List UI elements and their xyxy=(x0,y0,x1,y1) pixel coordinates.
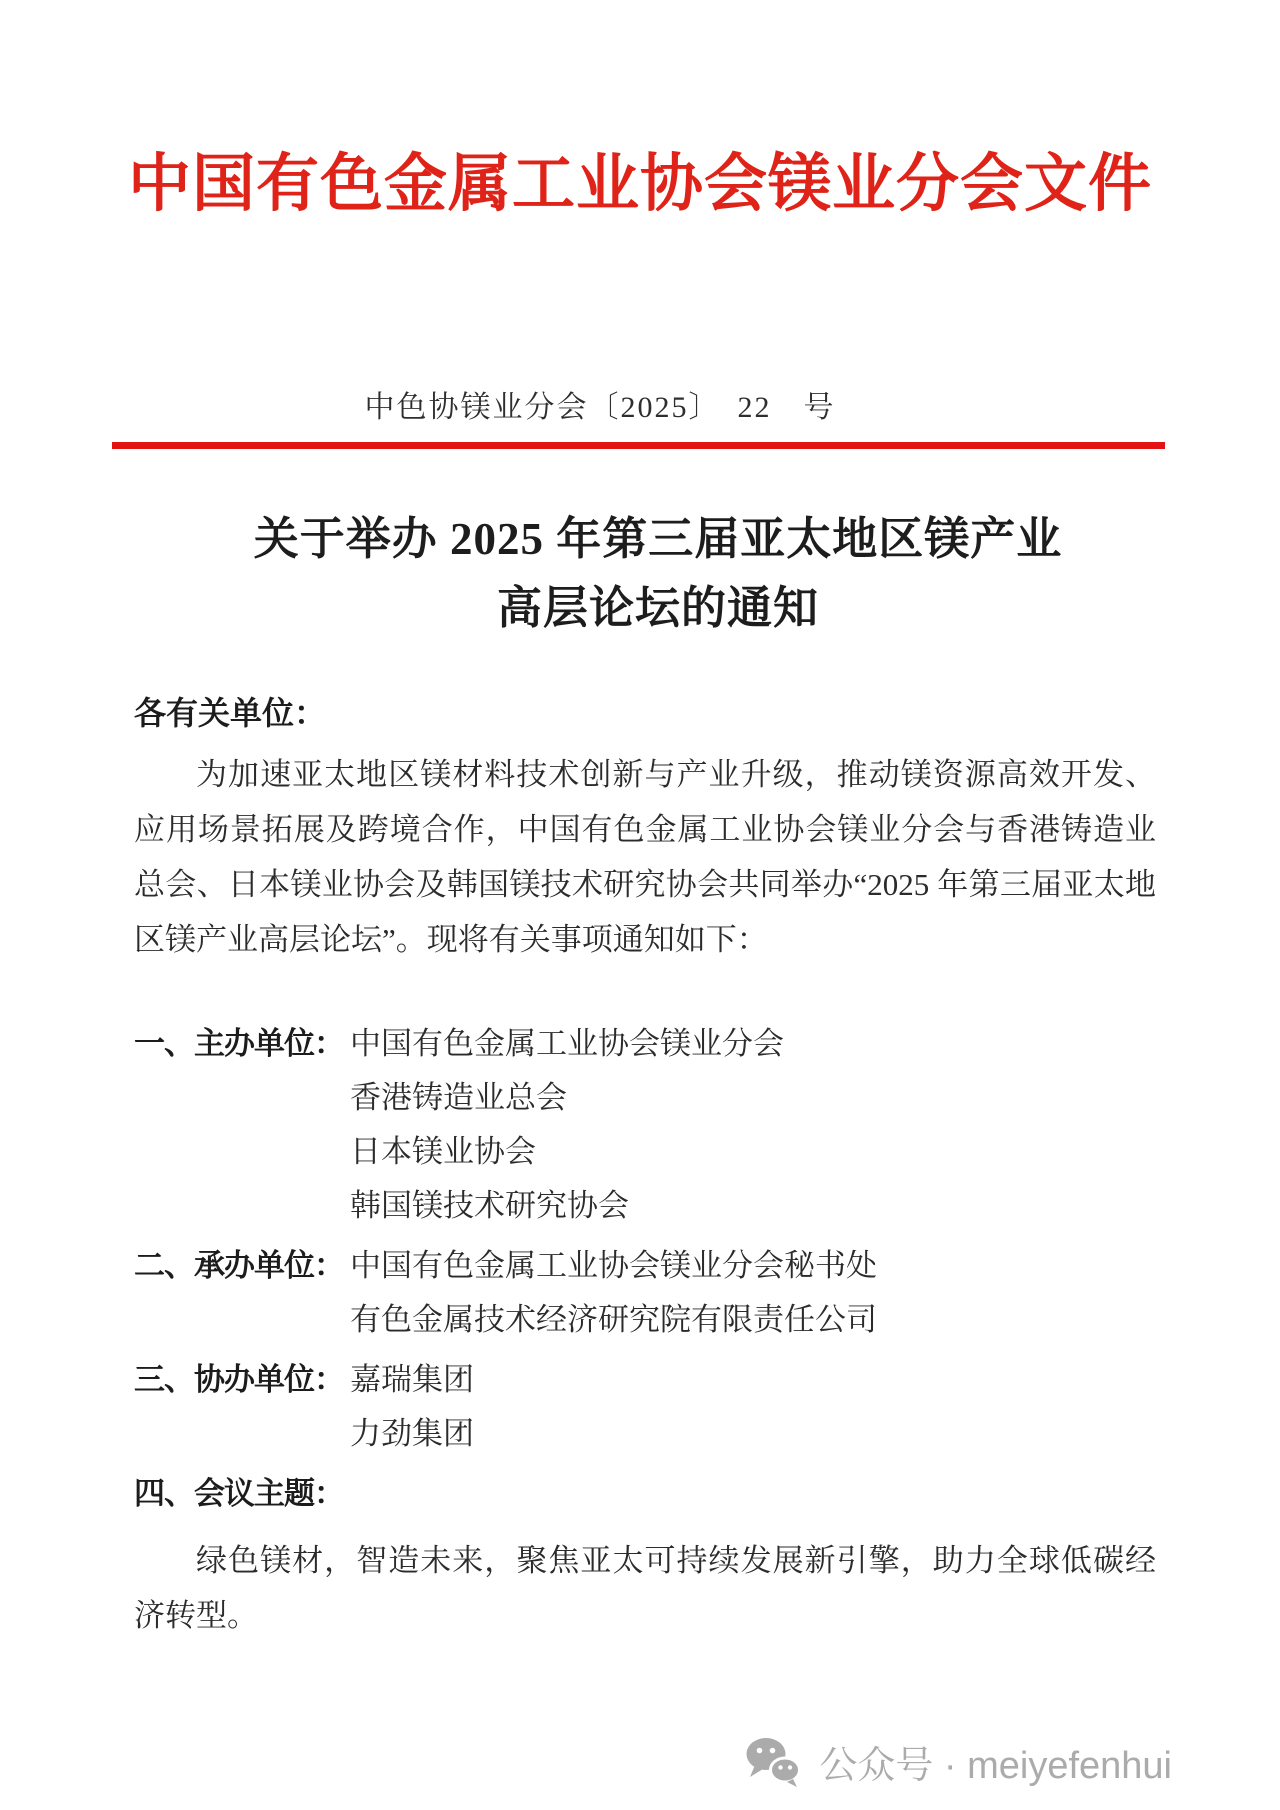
section-value: 力劲集团 xyxy=(350,1416,474,1451)
section-co-organizer-units xyxy=(134,1353,1280,1461)
section-label: 三、协办单位： xyxy=(134,1362,344,1397)
section-value: 日本镁业协会 xyxy=(350,1134,536,1169)
section-row xyxy=(134,1125,1280,1179)
section-label: 四、会议主题： xyxy=(134,1476,344,1511)
intro-paragraph: 为加速亚太地区镁材料技术创新与产业升级，推动镁资源高效开发、应用场景拓展及跨境合作，中国有色金属工业协会镁业分会与香港铸造业总会、日本镁业协会及韩国镁技术研究协会共同举办“2025 年第三届亚太地区镁产业高层论坛”。现将有关事项通知如下： xyxy=(134,757,1156,957)
section-value: 中国有色金属工业协会镁业分会 xyxy=(350,1026,784,1061)
section-label: 二、承办单位： xyxy=(134,1248,344,1283)
section-label: 一、主办单位： xyxy=(134,1026,344,1061)
sections-list xyxy=(134,1017,1280,1521)
section-row xyxy=(134,1071,1280,1125)
notice-title-line-1: 关于举办 2025 年第三届亚太地区镁产业 xyxy=(253,514,1063,564)
section-row xyxy=(134,1293,1280,1347)
watermark xyxy=(745,1734,1172,1789)
document-number: 中色协镁业分会〔2025〕 22 号 xyxy=(364,391,836,424)
section-row xyxy=(134,1179,1280,1233)
salutation: 各有关单位： xyxy=(134,695,327,731)
notice-title-line-2: 高层论坛的通知 xyxy=(496,583,819,633)
watermark-text: 公众号 · meiyefenhui xyxy=(819,1745,1172,1787)
section-row xyxy=(134,1407,1280,1461)
section-conference-theme xyxy=(134,1467,1280,1521)
theme-paragraph: 绿色镁材，智造未来，聚焦亚太可持续发展新引擎，助力全球低碳经济转型。 xyxy=(134,1543,1156,1633)
section-row xyxy=(134,1353,1280,1407)
section-row xyxy=(134,1017,1280,1071)
red-divider-line xyxy=(112,442,1165,449)
section-value: 嘉瑞集团 xyxy=(350,1362,474,1397)
section-value: 中国有色金属工业协会镁业分会秘书处 xyxy=(350,1248,877,1283)
section-value: 香港铸造业总会 xyxy=(350,1080,567,1115)
section-organizer-units xyxy=(134,1239,1280,1347)
section-row xyxy=(134,1239,1280,1293)
section-row xyxy=(134,1467,1280,1521)
notice-title xyxy=(18,505,1280,643)
section-value: 有色金属技术经济研究院有限责任公司 xyxy=(350,1302,877,1337)
document-header-title: 中国有色金属工业协会镁业分会文件 xyxy=(128,149,1152,219)
section-host-units xyxy=(134,1017,1280,1233)
section-value: 韩国镁技术研究协会 xyxy=(350,1188,629,1223)
wechat-icon xyxy=(745,1737,803,1787)
